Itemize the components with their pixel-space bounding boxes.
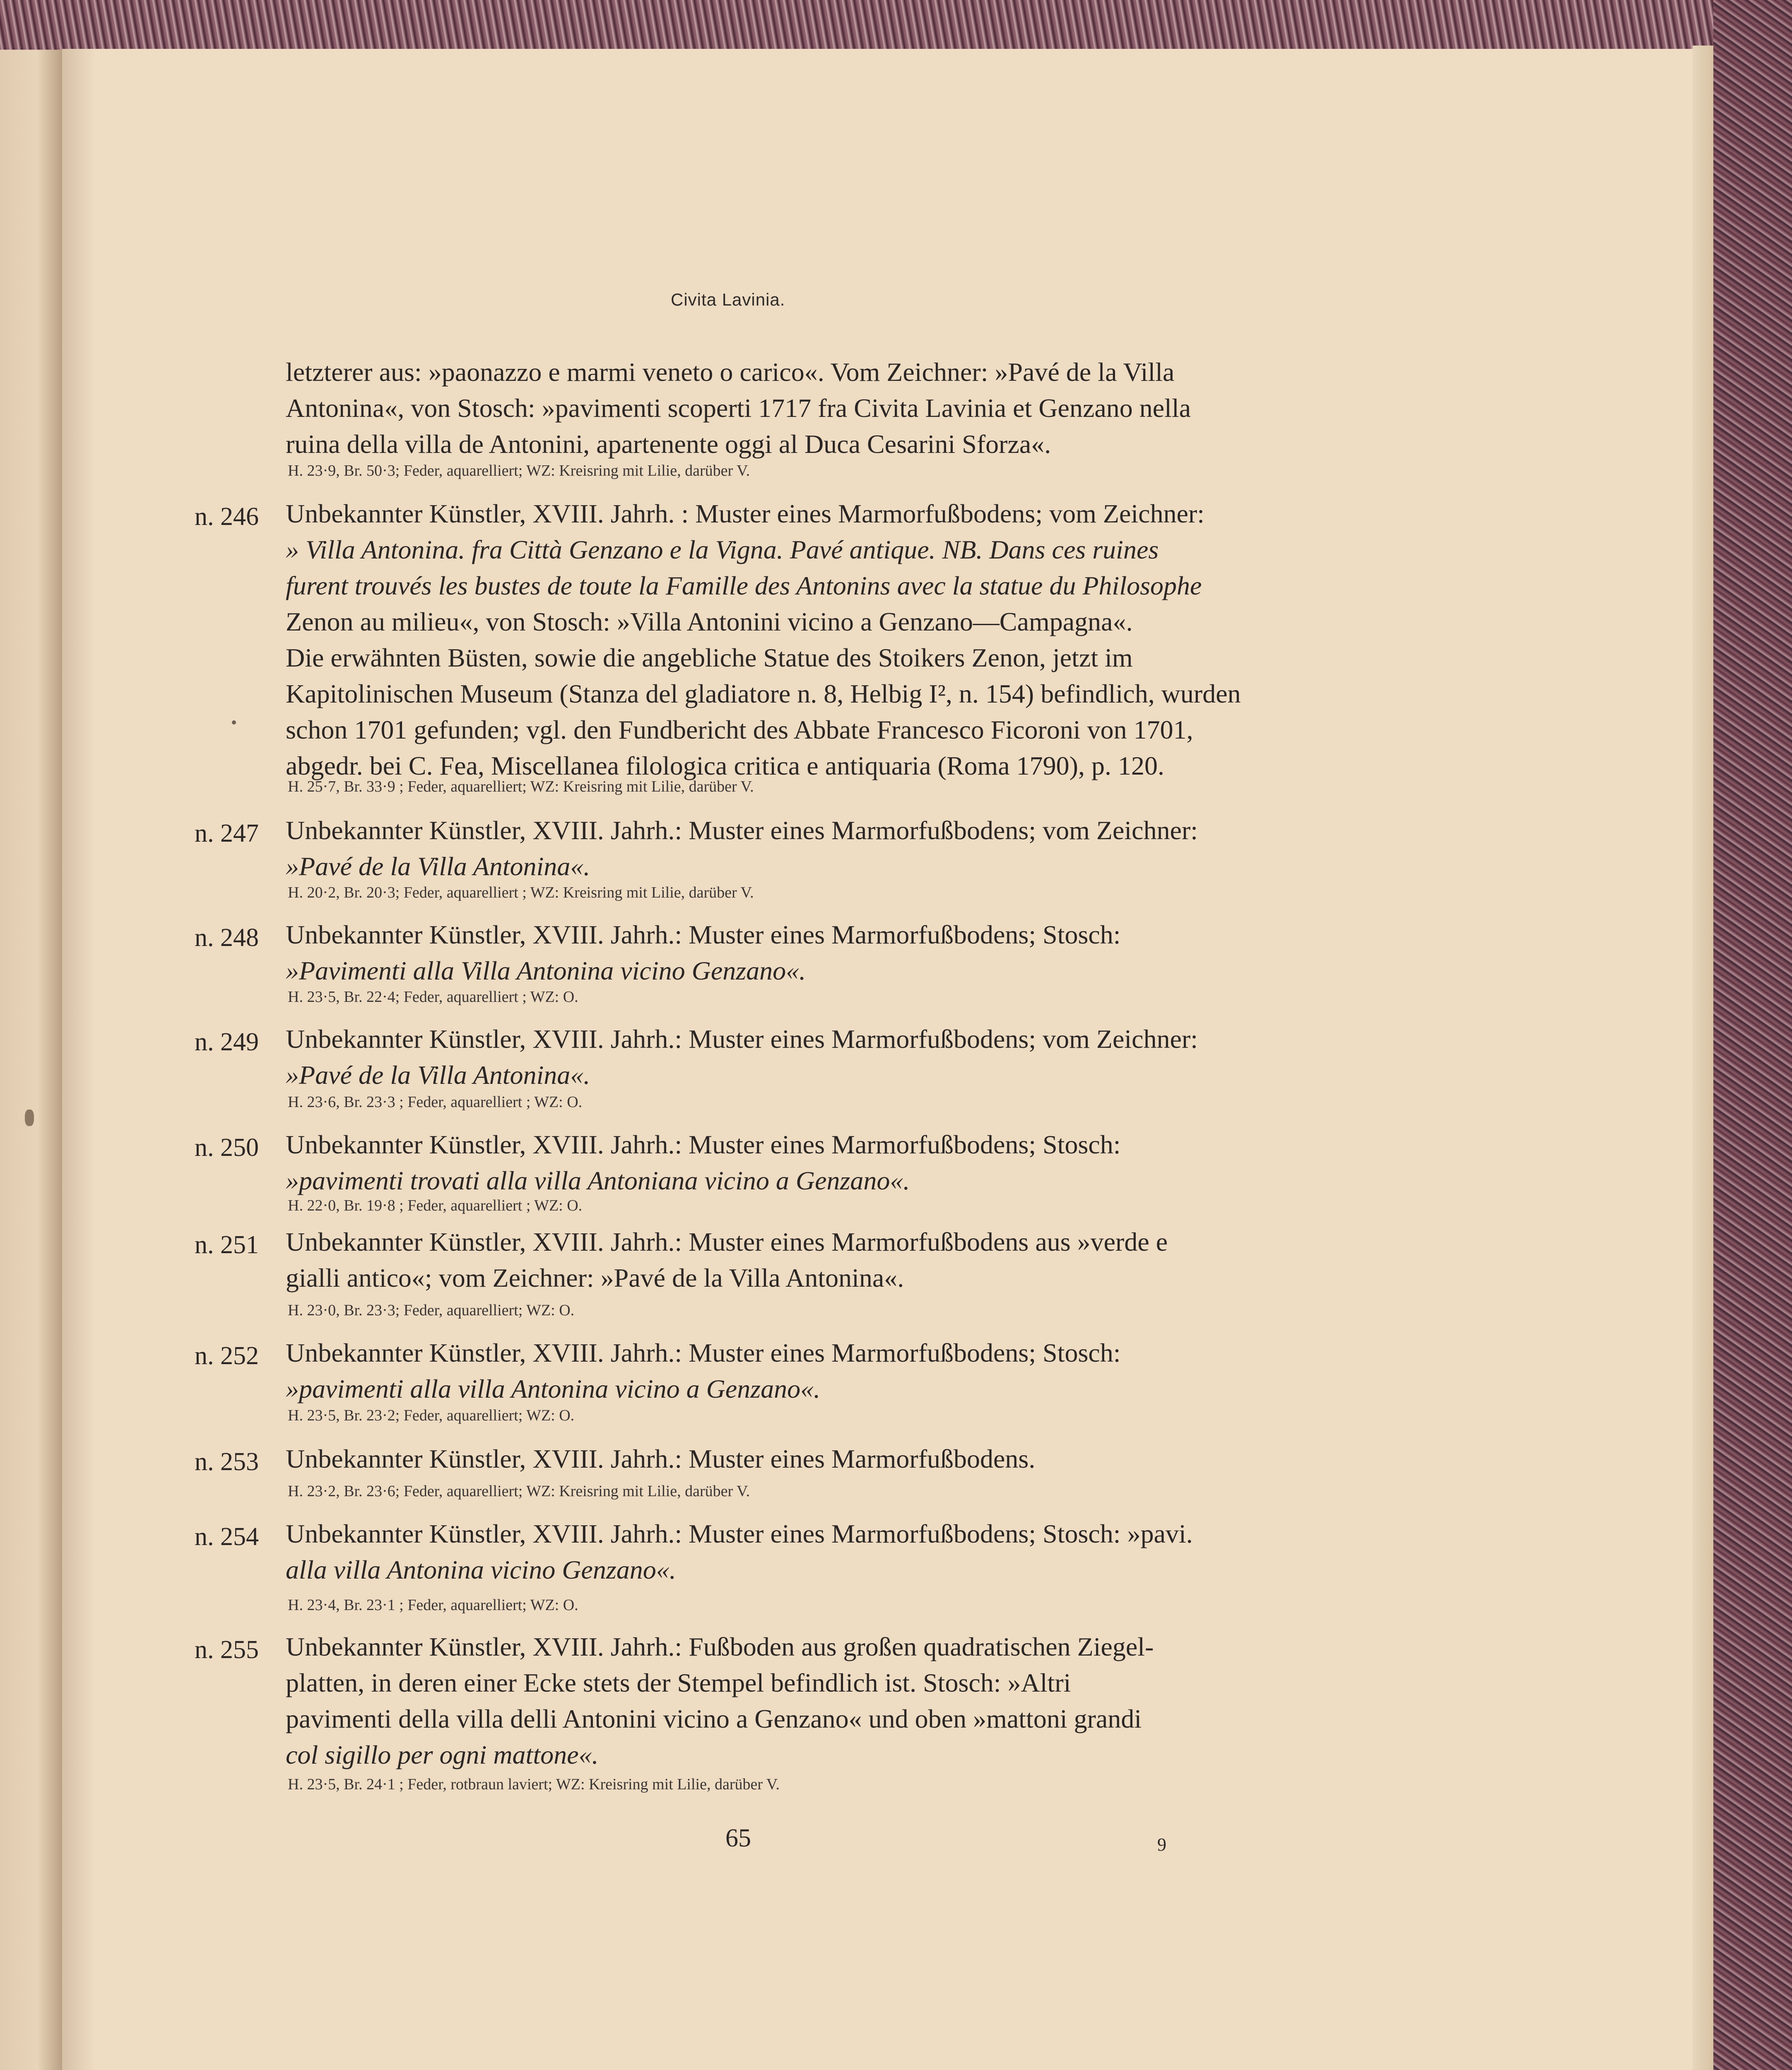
running-head: Civita Lavinia. — [671, 290, 785, 309]
entry-line: Unbekannter Künstler, XVIII. Jahrh.: Muster eines Marmorfußbodens; Stosch: — [286, 920, 1121, 949]
signature-mark: 9 — [1157, 1834, 1166, 1855]
entry-line: Unbekannter Künstler, XVIII. Jahrh.: Muster eines Marmorfußbodens. — [286, 1444, 1036, 1473]
intro-paragraph — [286, 354, 1279, 462]
intro-line: Antonina«, von Stosch: »pavimenti scoperti 1717 fra Civita Lavinia et Genzano nella — [286, 393, 1191, 423]
entry-number: n. 249 — [195, 1028, 259, 1056]
entry-number: n. 254 — [195, 1523, 259, 1551]
entry-number: n. 247 — [195, 819, 259, 847]
entry-line: »pavimenti alla villa Antonina vicino a Genzano«. — [286, 1374, 821, 1403]
entry-line: Unbekannter Künstler, XVIII. Jahrh.: Muster eines Marmorfußbodens; vom Zeichner: — [286, 1024, 1198, 1054]
entry-text — [286, 496, 1279, 784]
book-cover-top — [0, 0, 1792, 50]
entry-line: gialli antico«; vom Zeichner: »Pavé de la Villa Antonina«. — [286, 1263, 904, 1293]
entry-meta: H. 23·5, Br. 22·4; Feder, aquarelliert ; WZ: O. — [288, 988, 578, 1006]
page-edge — [1693, 46, 1713, 2070]
entry-text — [286, 1021, 1279, 1093]
entry-line: platten, in deren einer Ecke stets der Stempel befindlich ist. Stosch: »Altri — [286, 1668, 1071, 1697]
entry-number: n. 248 — [195, 924, 259, 952]
entry-line: »Pavimenti alla Villa Antonina vicino Genzano«. — [286, 956, 806, 985]
entry-meta: H. 23·0, Br. 23·3; Feder, aquarelliert; WZ: O. — [288, 1302, 575, 1319]
intro-meta: H. 23·9, Br. 50·3; Feder, aquarelliert; WZ: Kreisring mit Lilie, darüber V. — [288, 462, 750, 479]
entry-line: Unbekannter Künstler, XVIII. Jahrh.: Muster eines Marmorfußbodens; Stosch: »pavi. — [286, 1519, 1193, 1548]
entry-meta: H. 23·2, Br. 23·6; Feder, aquarelliert; WZ: Kreisring mit Lilie, darüber V. — [288, 1483, 750, 1500]
entry-number: n. 251 — [195, 1231, 259, 1259]
entry-line: Unbekannter Künstler, XVIII. Jahrh. : Muster eines Marmorfußbodens; vom Zeichner: — [286, 499, 1205, 528]
entry-number: n. 253 — [195, 1448, 259, 1476]
entry-line: schon 1701 gefunden; vgl. den Fundbericht des Abbate Francesco Ficoroni von 1701, — [286, 715, 1193, 744]
entry-text — [286, 1224, 1279, 1296]
entry-line: Unbekannter Künstler, XVIII. Jahrh.: Muster eines Marmorfußbodens aus »verde e — [286, 1227, 1168, 1256]
entry-line: »Pavé de la Villa Antonina«. — [286, 1060, 590, 1090]
entry-number: n. 255 — [195, 1636, 259, 1664]
ink-dot — [232, 720, 236, 724]
entry-line: Unbekannter Künstler, XVIII. Jahrh.: Fußboden aus großen quadratischen Ziegel- — [286, 1632, 1154, 1661]
entry-line: col sigillo per ogni mattone«. — [286, 1740, 599, 1769]
entry-line: Zenon au milieu«, von Stosch: »Villa Antonini vicino a Genzano—Campagna«. — [286, 607, 1133, 636]
entry-meta: H. 23·6, Br. 23·3 ; Feder, aquarelliert ; WZ: O. — [288, 1093, 583, 1111]
entry-number: n. 250 — [195, 1134, 259, 1162]
entry-line: alla villa Antonina vicino Genzano«. — [286, 1555, 676, 1584]
entry-text — [286, 1126, 1279, 1199]
entry-line: abgedr. bei C. Fea, Miscellanea filologica critica e antiquaria (Roma 1790), p. 120. — [286, 751, 1164, 780]
entry-meta: H. 25·7, Br. 33·9 ; Feder, aquarelliert; WZ: Kreisring mit Lilie, darüber V. — [288, 778, 754, 795]
entry-line: pavimenti della villa delli Antonini vicino a Genzano« und oben »mattoni grandi — [286, 1704, 1142, 1733]
entry-text — [286, 1335, 1279, 1407]
entry-line: Die erwähnten Büsten, sowie die angebliche Statue des Stoikers Zenon, jetzt im — [286, 643, 1133, 672]
entry-text — [286, 1441, 1279, 1477]
entry-number: n. 252 — [195, 1342, 259, 1370]
book-cover-marbled-edge — [1713, 0, 1792, 2070]
entry-text — [286, 917, 1279, 989]
entry-meta: H. 23·5, Br. 23·2; Feder, aquarelliert; WZ: O. — [288, 1407, 575, 1424]
entry-line: » Villa Antonina. fra Città Genzano e la Vigna. Pavé antique. NB. Dans ces ruines — [286, 535, 1159, 564]
entry-line: Unbekannter Künstler, XVIII. Jahrh.: Muster eines Marmorfußbodens; Stosch: — [286, 1130, 1121, 1159]
left-page-gutter — [0, 50, 62, 2070]
entry-line: »Pavé de la Villa Antonina«. — [286, 852, 590, 881]
paper-stain — [25, 1110, 34, 1126]
entry-text — [286, 1629, 1279, 1773]
entry-line: furent trouvés les bustes de toute la Famille des Antonins avec la statue du Philosophe — [286, 571, 1202, 600]
entry-text — [286, 1516, 1279, 1588]
intro-line: letzterer aus: »paonazzo e marmi veneto o carico«. Vom Zeichner: »Pavé de la Villa — [286, 357, 1175, 387]
entry-meta: H. 20·2, Br. 20·3; Feder, aquarelliert ; WZ: Kreisring mit Lilie, darüber V. — [288, 884, 754, 901]
entry-line: Unbekannter Künstler, XVIII. Jahrh.: Muster eines Marmorfußbodens; vom Zeichner: — [286, 816, 1198, 845]
intro-line: ruina della villa de Antonini, apartenente oggi al Duca Cesarini Sforza«. — [286, 429, 1051, 459]
entry-meta: H. 23·4, Br. 23·1 ; Feder, aquarelliert; WZ: O. — [288, 1596, 578, 1614]
entry-number: n. 246 — [195, 503, 259, 531]
entry-text — [286, 812, 1279, 884]
page-number: 65 — [725, 1824, 751, 1852]
entry-meta: H. 23·5, Br. 24·1 ; Feder, rotbraun laviert; WZ: Kreisring mit Lilie, darüber V. — [288, 1776, 780, 1793]
entry-line: »pavimenti trovati alla villa Antoniana vicino a Genzano«. — [286, 1166, 910, 1195]
entry-line: Kapitolinischen Museum (Stanza del gladiatore n. 8, Helbig I², n. 154) befindlich, wurden — [286, 679, 1241, 708]
entry-line: Unbekannter Künstler, XVIII. Jahrh.: Muster eines Marmorfußbodens; Stosch: — [286, 1338, 1121, 1367]
entry-meta: H. 22·0, Br. 19·8 ; Feder, aquarelliert ; WZ: O. — [288, 1197, 583, 1214]
